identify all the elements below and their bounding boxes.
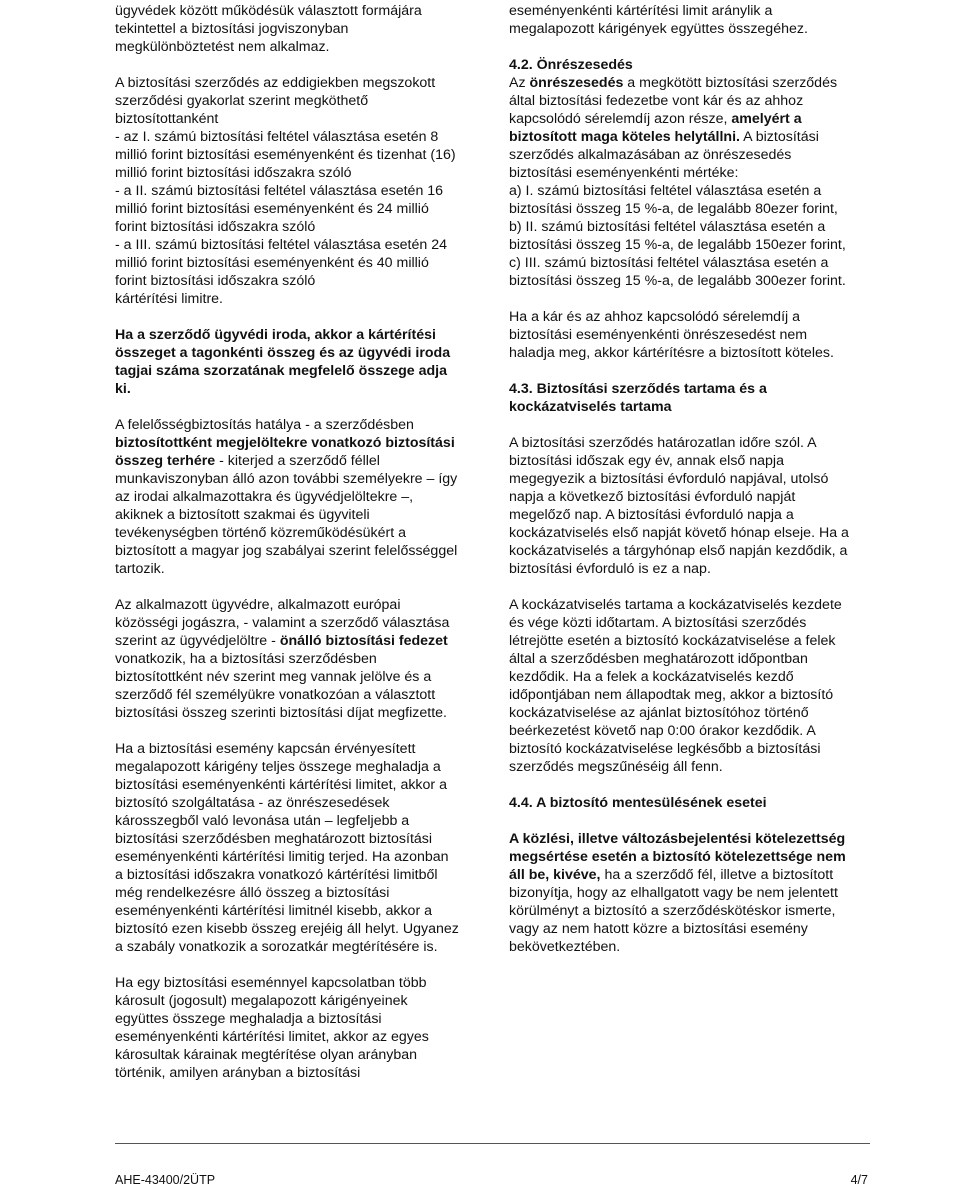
paragraph: A kockázatviselés tartama a kockázatviselés kezdete és vége közti időtartam. A biztosítási szerződés létrejötte esetén a biztosító kockázatviselése a felek által a szerződésben meghatározott időpontban kezdődik. Ha a felek a kockázatviselés kezdő időpontjában nem állapodtak meg, akkor a biztosító kockázatviselése az ajánlat biztosítóhoz történő beérkezetést követő nap 0:00 órakor kezdődik. A biztosító kockázatviselése legkésőbb a biztosítási szerződés megszűnéséig áll fenn. xyxy=(509,597,842,775)
text: A biztosítási szerződés alkalmazásában az önrészesedés biztosítási eseményenkénti mértéke: xyxy=(509,129,819,181)
list-item: b) II. számú biztosítási feltétel választása esetén a biztosítási összeg 15 %-a, de legalább 150ezer forint, xyxy=(509,219,846,253)
page-number: 4/7 xyxy=(850,1173,868,1187)
paragraph xyxy=(509,830,854,956)
paragraph xyxy=(509,74,854,182)
paragraph xyxy=(115,596,460,722)
document-code: AHE-43400/2ÜTP xyxy=(115,1173,216,1187)
list-item: a) I. számú biztosítási feltétel választása esetén a biztosítási összeg 15 %-a, de legalább 80ezer forint, xyxy=(509,183,838,217)
text: Az alkalmazott ügyvédre, alkalmazott európai közösségi jogászra, - valamint a szerződő választása szerint az ügyvédjelöltre - xyxy=(115,597,450,649)
text: vonatkozik, ha a biztosítási szerződésben biztosítottként név szerint meg vannak jelölve és a szerződő fél személyükre vonatkozóan a választott biztosítási összeg szerinti biztosítási díjat megfizette. xyxy=(115,651,447,721)
bold-text: önálló biztosítási fedezet xyxy=(279,633,448,649)
footer-divider xyxy=(115,1143,870,1144)
section-heading: 4.4. A biztosító mentesülésének esetei xyxy=(509,795,767,811)
text: a megkötött biztosítási szerződés által biztosítási fedezetbe vont kár és az ahhoz kapcsolódó sérelemdíj azon része, xyxy=(509,75,838,127)
list-item: - a III. számú biztosítási feltétel választása esetén 24 millió forint biztosítási eseményenként és 40 millió forint biztosítási időszakra szóló xyxy=(115,237,447,289)
list-item: c) III. számú biztosítási feltétel választása esetén a biztosítási összeg 15 %-a, de legalább 300ezer forint. xyxy=(509,255,846,289)
bold-text: biztosítottként megjelöltekre vonatkozó biztosítási összeg terhére xyxy=(115,435,455,469)
paragraph: A biztosítási szerződés az eddigiekben megszokott szerződési gyakorlat szerint megköthető biztosítottanként xyxy=(115,75,436,127)
bold-paragraph xyxy=(115,326,460,398)
bold-text: önrészesedés xyxy=(529,75,624,91)
text: Az xyxy=(509,75,530,91)
paragraph: eseményenkénti kártérítési limit aránylik a megalapozott kárigények együttes összegéhez. xyxy=(509,3,808,37)
paragraph: kártérítési limitre. xyxy=(115,291,223,307)
paragraph xyxy=(115,416,460,578)
paragraph: Ha a kár és az ahhoz kapcsolódó sérelemdíj a biztosítási eseményenkénti önrészesedést nem haladja meg, akkor kártérítésre a biztosított köteles. xyxy=(509,309,834,361)
text: A felelősségbiztosítás hatálya - a szerződésben xyxy=(115,417,414,433)
list-item: - a II. számú biztosítási feltétel választása esetén 16 millió forint biztosítási eseményenként és 24 millió forint biztosítási időszakra szóló xyxy=(115,183,444,235)
left-column xyxy=(115,2,460,1100)
bold-text: A közlési, illetve változásbejelentési kötelezettség megsértése esetén a biztosító kötelezettsége nem áll be, kivéve, xyxy=(509,831,846,883)
paragraph: Ha egy biztosítási eseménnyel kapcsolatban több károsult (jogosult) megalapozott kárigényeinek együttes összege meghaladja a biztosítási eseményenkénti kártérítési limitet, akkor az egyes károsultak kárainak megtérítése olyan arányban történik, amilyen arányban a biztosítási xyxy=(115,975,429,1081)
section-heading: 4.2. Önrészesedés xyxy=(509,57,633,73)
section-heading: 4.3. Biztosítási szerződés tartama és a kockázatviselés tartama xyxy=(509,381,767,415)
text: ha a szerződő fél, illetve a biztosított bizonyítja, hogy az elhallgatott vagy be nem jelentett körülményt a biztosító a szerződéskötéskor ismerte, vagy az nem hatott közre a biztosítási esemény bekövetkeztében. xyxy=(509,867,838,955)
text: - kiterjed a szerződő féllel munkaviszonyban álló azon további személyekre – így az irodai alkalmazottakra és ügyvédjelöltekre –, akiknek a biztosított szakmai és ügyviteli tevékenységben történő közreműködésükért a biztosított a magyar jog szabályai szerint felelősséggel tartozik. xyxy=(115,453,458,577)
bold-text: Ha a szerződő ügyvédi iroda, akkor a kártérítési összeget a tagonkénti összeg és az ügyvédi iroda tagjai száma szorzatának megfelelő összege adja ki. xyxy=(115,327,451,397)
list-item: - az I. számú biztosítási feltétel választása esetén 8 millió forint biztosítási eseményenként és tizenhat (16) millió forint biztosítási időszakra szóló xyxy=(115,129,456,181)
paragraph: ügyvédek között működésük választott formájára tekintettel a biztosítási jogviszonyban megkülönböztetést nem alkalmaz. xyxy=(115,3,422,55)
bold-text: amelyért a biztosított maga köteles helytállni. xyxy=(509,111,802,145)
paragraph: A biztosítási szerződés határozatlan időre szól. A biztosítási időszak egy év, annak első napja megegyezik a biztosítási évforduló napjával, utolsó napja a következő biztosítási évforduló napját megelőző nap. A biztosítási évforduló napja a kockázatviselés első napját követő hónap elseje. Ha a kockázatviselés a tárgyhónap első napján kezdődik, a biztosítási évforduló is ez a nap. xyxy=(509,435,849,577)
paragraph: Ha a biztosítási esemény kapcsán érvényesített megalapozott kárigény teljes összege meghaladja a biztosítási eseményenkénti kártérítési limitet, akkor a biztosító szolgáltatása - az önrészesedések károsszegből való levonása után – legfeljebb a biztosítási szerződésben meghatározott biztosítási eseményenkénti kártérítési limitig terjed. Ha azonban a biztosítási időszakra vonatkozó kártérítési limitből még rendelkezésre álló összeg a biztosítási eseményenkénti kártérítési limitnél kisebb, akkor a biztosító ezen kisebb összeg erejéig áll helyt. Ugyanez a szabály vonatkozik a sorozatkár megtérítésére is. xyxy=(115,741,459,955)
right-column xyxy=(509,2,854,974)
